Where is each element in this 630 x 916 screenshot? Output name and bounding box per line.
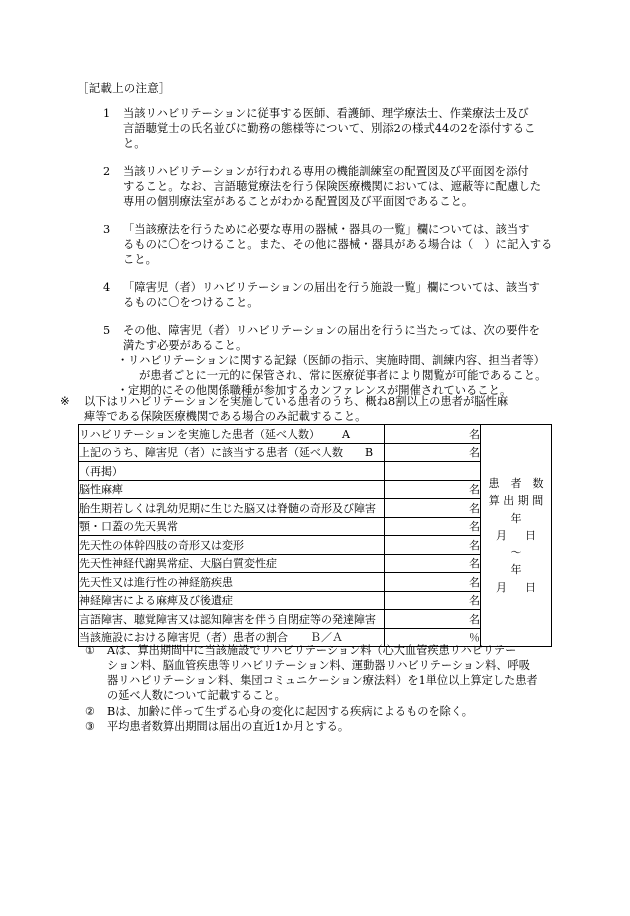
- period-end-month: 月: [496, 580, 507, 594]
- note-line: こと。: [123, 253, 157, 267]
- row-value-cell[interactable]: [385, 573, 481, 592]
- scope-note-text: [84, 394, 508, 425]
- row-label: 神経障害による麻痺及び後遺症: [79, 594, 233, 608]
- footnote-line: 器リハビリテーション料、集団コミュニケーション療法料）を1単位以上算定した患者: [107, 673, 538, 687]
- instruction-note: [103, 106, 581, 151]
- page-title: ［記載上の注意］: [77, 81, 171, 95]
- footnote-number: ①: [85, 644, 96, 657]
- row-value-cell[interactable]: [385, 499, 481, 518]
- row-unit: 名: [469, 538, 480, 552]
- row-code: Ｂ／Ａ: [310, 631, 343, 645]
- scope-note-line: 以下はリハビリテーションを実施している患者のうち、概ね8割以上の患者が脳性麻: [84, 395, 509, 408]
- row-label-cell: [79, 480, 385, 499]
- patient-statistics-table: [78, 424, 552, 647]
- row-label-cell: [79, 462, 385, 481]
- row-value-cell[interactable]: [385, 462, 481, 481]
- note-text: [123, 106, 581, 151]
- row-value-cell[interactable]: [385, 554, 481, 573]
- footnote-text: [107, 705, 581, 720]
- bullet-line: 定期的にその他関係職種が参加するカンファレンスが開催されていること。: [128, 384, 512, 398]
- row-label: 顎・口蓋の先天異常: [79, 520, 178, 534]
- note-line: るものに〇をつけること。また、その他に器械・器具がある場合は（ ）に記入する: [123, 238, 553, 252]
- row-label-cell: [79, 554, 385, 573]
- note-number: 2: [103, 165, 111, 179]
- row-code: B: [365, 446, 374, 460]
- patient-statistics-table-container: [78, 424, 548, 647]
- period-title-range: 算 出 期 間: [488, 494, 544, 508]
- row-value-cell[interactable]: [385, 517, 481, 536]
- table-footnotes-list: [85, 644, 581, 736]
- row-code: A: [342, 427, 350, 441]
- row-label: 先天性又は進行性の神経筋疾患: [79, 575, 233, 589]
- footnote-number: ③: [85, 720, 96, 734]
- period-end-day: 日: [525, 580, 536, 594]
- period-start-day: 日: [525, 528, 536, 542]
- period-range-separator: 〜: [510, 546, 522, 560]
- row-value-cell[interactable]: [385, 443, 481, 462]
- note-line: 「障害児（者）リハビリテーションの届出を行う施設一覧」欄については、該当す: [123, 281, 540, 295]
- period-start-month-day: [481, 527, 551, 544]
- note-text: [117, 323, 581, 398]
- row-label-cell: [79, 425, 385, 444]
- row-value-cell[interactable]: [385, 536, 481, 555]
- row-unit: 名: [469, 575, 480, 589]
- row-label: 上記のうち、障害児（者）に該当する患者（延べ人数: [79, 446, 343, 460]
- kome-marker: ※: [60, 395, 70, 408]
- row-unit: ％: [469, 631, 480, 645]
- row-label: リハビリテーションを実施した患者（延べ人数）: [79, 427, 321, 441]
- bullet-marker: ・: [117, 384, 129, 398]
- row-label: 先天性の体幹四肢の奇形又は変形: [79, 538, 244, 552]
- note-text: [123, 164, 581, 209]
- row-value-cell[interactable]: [385, 480, 481, 499]
- period-start-month: 月: [496, 528, 507, 542]
- row-label: 当該施設における障害児（者）患者の割合: [79, 631, 288, 645]
- bullet-line: リハビリテーションに関する記録（医師の指示、実施時間、訓練内容、担当者等）: [128, 354, 545, 368]
- footnote-text: [107, 720, 581, 735]
- period-title-patients: 患 者 数: [488, 477, 544, 491]
- note-line: 満たす必要があること。: [123, 339, 248, 353]
- row-unit: 名: [469, 427, 480, 441]
- row-value-cell[interactable]: [385, 610, 481, 629]
- table-footnote: [85, 705, 581, 720]
- footnote-line: ション料、脳血管疾患等リハビリテーション料、運動器リハビリテーション料、呼吸: [107, 658, 530, 672]
- note-line: 当該リハビリテーションに従事する医師、看護師、理学療法士、作業療法士及び: [123, 107, 529, 120]
- row-value-cell[interactable]: [385, 591, 481, 610]
- note-line: 当該リハビリテーションが行われる専用の機能訓練室の配置図及び平面図を添付: [123, 165, 529, 179]
- bullet-marker: ・: [117, 354, 129, 368]
- row-unit: 名: [469, 520, 480, 534]
- note-line: 「当該療法を行うために必要な専用の器械・器具の一覧」欄については、該当す: [123, 223, 530, 237]
- row-unit: 名: [469, 446, 480, 460]
- row-label-cell: [79, 517, 385, 536]
- note-number: 1: [103, 107, 111, 120]
- row-label-cell: [79, 443, 385, 462]
- instruction-note: [103, 164, 581, 209]
- instruction-note: [103, 280, 581, 310]
- row-label-cell: [79, 499, 385, 518]
- note-line: るものに〇をつけること。: [123, 296, 259, 310]
- instruction-note: [103, 222, 581, 267]
- row-unit: 名: [469, 594, 480, 608]
- note-number: 5: [103, 324, 111, 338]
- scope-note: [60, 394, 580, 425]
- period-end-year: 年: [510, 563, 522, 577]
- table-body: [79, 425, 552, 647]
- calculation-period-cell[interactable]: [481, 425, 552, 647]
- row-label: 先天性神経代謝異常症、大脳白質変性症: [79, 557, 277, 571]
- row-label: 言語障害、聴覚障害又は認知障害を伴う自閉症等の発達障害: [79, 612, 376, 626]
- note-line: その他、障害児（者）リハビリテーションの届出を行うに当たっては、次の要件を: [123, 324, 540, 338]
- row-label: 脳性麻痺: [79, 483, 123, 497]
- instruction-notes-list: [103, 106, 581, 411]
- bullet-item: [117, 353, 581, 383]
- period-stack: [481, 475, 551, 596]
- note-text: [123, 222, 581, 267]
- row-unit: 名: [469, 501, 480, 515]
- scope-note-line: 痺等である保険医療機関である場合のみ記載すること。: [84, 410, 367, 424]
- note-line: と。: [123, 137, 146, 151]
- note-sub-bullets: [117, 353, 581, 398]
- note-line: 言語聴覚士の氏名並びに勤務の態様等について、別添2の様式44の2を添付するこ: [123, 122, 536, 136]
- row-label: （再掲）: [79, 464, 123, 478]
- footnote-number: ②: [85, 704, 96, 718]
- period-start-year: 年: [510, 511, 522, 525]
- note-number: 3: [103, 223, 111, 237]
- table-row: [79, 425, 552, 444]
- row-unit: 名: [469, 483, 480, 497]
- bullet-text: [128, 353, 546, 383]
- row-label-cell: [79, 610, 385, 629]
- row-unit: 名: [469, 612, 480, 626]
- note-line: 専用の個別療法室があることがわかる配置図及び平面図であること。: [123, 195, 474, 209]
- footnote-line: の延べ人数について記載すること。: [107, 688, 286, 702]
- note-number: 4: [103, 281, 111, 295]
- row-label: 胎生期若しくは乳幼児期に生じた脳又は脊髄の奇形及び障害: [79, 501, 376, 515]
- row-label-cell: [79, 591, 385, 610]
- note-text: [123, 280, 581, 310]
- row-value-cell[interactable]: [385, 425, 481, 444]
- row-label-cell: [79, 536, 385, 555]
- table-footnote: [85, 644, 581, 704]
- footnote-line: 平均患者数算出期間は届出の直近1か月とする。: [107, 720, 350, 734]
- footnote-line: Bは、加齢に伴って生ずる心身の変化に起因する疾病によるものを除く。: [107, 704, 473, 718]
- footnote-text: [107, 644, 581, 704]
- note-line: すること。なお、言語聴覚療法を行う保険医療機関においては、遮蔽等に配慮した: [123, 180, 541, 194]
- row-label-cell: [79, 573, 385, 592]
- instruction-note: [103, 323, 581, 398]
- period-end-month-day: [481, 579, 551, 596]
- table-footnote: [85, 720, 581, 735]
- row-unit: 名: [469, 557, 480, 571]
- footnote-line: Aは、算出期間中に当該施設でリハビリテーション料（心大血管疾患リハビリテー: [107, 644, 517, 657]
- bullet-line: が患者ごとに一元的に保管され、常に医療従事者により閲覧が可能であること。: [139, 369, 547, 383]
